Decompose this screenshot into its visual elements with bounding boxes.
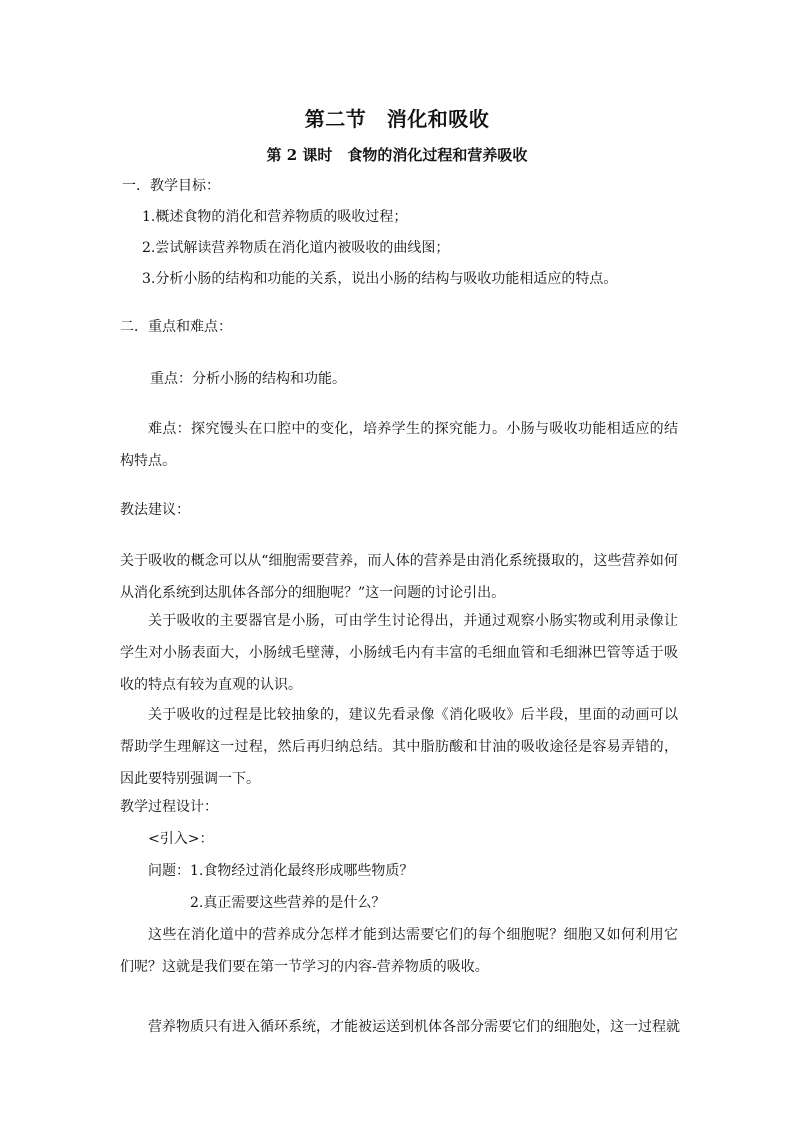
suggestion-paragraph-3: 关于吸收的过程是比较抽象的，建议先看录像《消化吸收》后半段，里面的动画可以帮助学生理解这一过程，然后再归纳总结。其中脂肪酸和甘油的吸收途径是容易弄错的，因此要特别强调一下。: [120, 707, 678, 787]
key-points-heading: 二．重点和难点：: [120, 319, 232, 335]
objective-item-3: 3.分析小肠的结构和功能的关系，说出小肠的结构与吸收功能相适应的特点。: [142, 271, 618, 287]
teaching-suggestions-heading: 教法建议：: [120, 502, 190, 518]
process-design-heading: 教学过程设计：: [120, 799, 218, 815]
process-paragraph-1: 这些在消化道中的营养成分怎样才能到达需要它们的每个细胞呢？细胞又如何利用它们呢？这就是我们要在第一节学习的内容-营养物质的吸收。: [120, 927, 678, 975]
objective-item-1: 1.概述食物的消化和营养物质的吸收过程；: [142, 209, 408, 225]
question-2: 2.真正需要这些营养的是什么？: [190, 895, 386, 911]
objectives-heading: 一．教学目标：: [122, 178, 220, 194]
suggestion-paragraph-2: 关于吸收的主要器官是小肠，可由学生讨论得出，并通过观察小肠实物或利用录像让学生对小肠表面大，小肠绒毛壁薄，小肠绒毛内有丰富的毛细血管和毛细淋巴管等适于吸收的特点有较为直观的认识。: [120, 613, 678, 693]
document-subtitle: 第 2 课时 食物的消化过程和营养吸收: [266, 146, 528, 164]
question-1: 问题：1.食物经过消化最终形成哪些物质？: [148, 863, 414, 879]
suggestion-paragraph-1: 关于吸收的概念可以从“细胞需要营养，而人体的营养是由消化系统摄取的，这些营养如何从消化系统到达肌体各部分的细胞呢？”这一问题的讨论引出。: [120, 553, 678, 601]
intro-label: <引入>：: [148, 831, 214, 847]
key-point-focus: 重点：分析小肠的结构和功能。: [150, 371, 346, 387]
document-title: 第二节 消化和吸收: [304, 107, 490, 131]
process-paragraph-2: 营养物质只有进入循环系统，才能被运送到机体各部分需要它们的细胞处，这一过程就: [148, 1019, 680, 1035]
objective-item-2: 2.尝试解读营养物质在消化道内被吸收的曲线图；: [142, 240, 450, 256]
key-point-difficulty: 难点：探究馒头在口腔中的变化，培养学生的探究能力。小肠与吸收功能相适应的结构特点。: [120, 421, 678, 469]
